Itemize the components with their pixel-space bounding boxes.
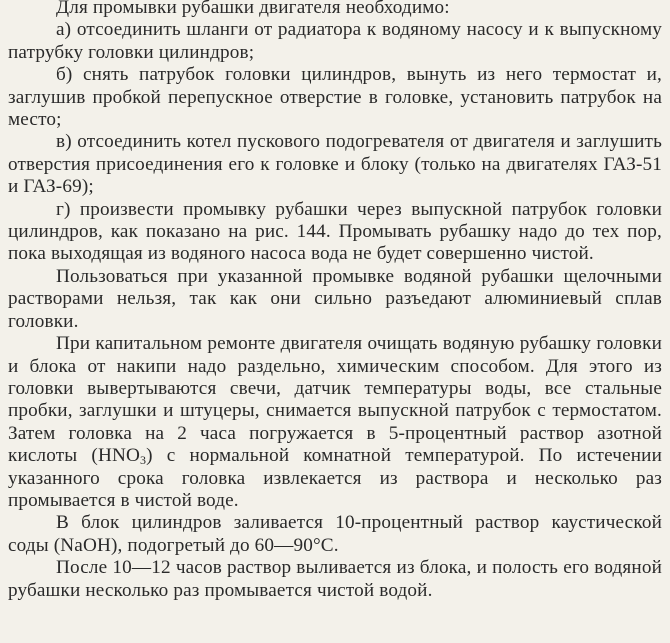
overhaul-text-before: При капитальном ремонте двигателя очищать водяную рубашку головки и блока от накипи надо раздельно, химическим способом. Для этого из головки вывертываются свечи, датчик температуры воды, все стальные пробки, заглушки и штуцеры, снимается выпускной патрубок с термостатом. Затем головка на 2 часа погружается в 5-процентный раствор азотной кислоты (HNO bbox=[8, 333, 662, 467]
overhaul-text-after: ) с нормальной комнатной температурой. По истечении указанного срока головка извлекается из раствора и несколько раз промывается в чистой воде. bbox=[8, 445, 662, 511]
paragraph-step-v: в) отсоединить котел пускового подогревателя от двигателя и заглушить отверстия присоединения его к головке и блоку (только на двигателях ГАЗ-51 и ГАЗ-69); bbox=[8, 131, 662, 198]
paragraph-after: После 10—12 часов раствор выливается из блока, и полость его водяной рубашки несколько раз промывается чистой водой. bbox=[8, 557, 662, 601]
paragraph-warning: Пользоваться при указанной промывке водяной рубашки щелочными растворами нельзя, так как они сильно разъедают алюминиевый сплав головки. bbox=[8, 265, 662, 332]
paragraph-step-g: г) произвести промывку рубашки через выпускной патрубок головки цилиндров, как показано на рис. 144. Промывать рубашку надо до тех пор, пока выходящая из водяного насоса вода не будет совершенно чистой. bbox=[8, 198, 662, 265]
paragraph-block: В блок цилиндров заливается 10-процентный раствор каустической соды (NaOH), подогретый до 60—90°C. bbox=[8, 512, 662, 556]
paragraph-overhaul bbox=[8, 333, 662, 512]
paragraph-step-b: б) снять патрубок головки цилиндров, вынуть из него термостат и, заглушив пробкой перепускное отверстие в головке, установить патрубок на место; bbox=[8, 64, 662, 131]
paragraph-intro: Для промывки рубашки двигателя необходимо: bbox=[56, 0, 450, 18]
overhaul-subscript: 3 bbox=[139, 453, 147, 468]
paragraph-step-a: а) отсоединить шланги от радиатора к водяному насосу и к выпускному патрубку головки цилиндров; bbox=[8, 19, 662, 63]
